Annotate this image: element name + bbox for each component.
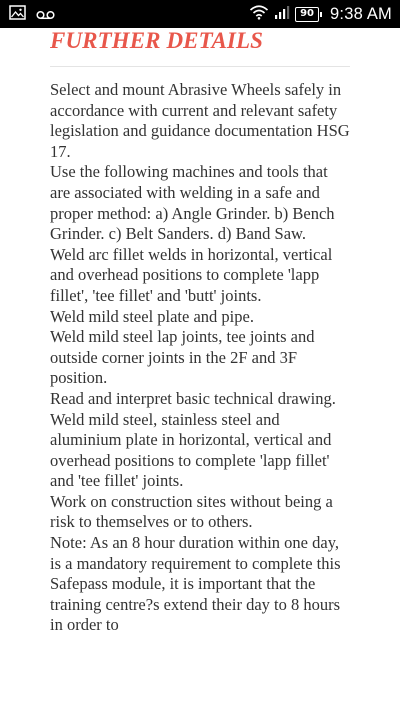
detail-line: Note: As an 8 hour duration within one day, is a mandatory requirement to complete this Safepass module, it is important that the training centre?s extend their day to 8 hours in order to: [50, 533, 341, 635]
battery-level: 90: [300, 8, 314, 19]
signal-icon: [274, 4, 290, 24]
heading-divider: [50, 66, 350, 67]
wifi-icon: [249, 4, 269, 24]
status-bar: [0, 0, 400, 28]
detail-line: Weld mild steel, stainless steel and aluminium plate in horizontal, vertical and overhead positions to complete 'lapp fillet' and 'tee fillet' joints.: [50, 409, 332, 491]
detail-line: Work on construction sites without being a risk to themselves or to others.: [50, 491, 333, 532]
clock: 9:38 AM: [330, 4, 392, 23]
detail-line: Weld mild steel plate and pipe.: [50, 306, 254, 326]
detail-line: Read and interpret basic technical drawing.: [50, 388, 336, 408]
image-notification-icon: [9, 5, 26, 24]
detail-line: Weld arc fillet welds in horizontal, vertical and overhead positions to complete 'lapp fillet', 'tee fillet' and 'butt' joints.: [50, 244, 333, 305]
voicemail-icon: [36, 5, 55, 24]
details-text: [50, 80, 350, 636]
detail-line: Use the following machines and tools that are associated with welding in a safe and proper method: a) Angle Grinder. b) Bench Grinder. c) Belt Sanders. d) Band Saw.: [50, 162, 335, 244]
status-bar-system: [249, 4, 392, 24]
section-heading: FURTHER DETAILS: [50, 28, 264, 53]
status-bar-notifications: [9, 5, 55, 23]
detail-line: Weld mild steel lap joints, tee joints and outside corner joints in the 2F and 3F position.: [50, 327, 315, 388]
detail-line: Select and mount Abrasive Wheels safely in accordance with current and relevant safety legislation and guidance documentation HSG 17.: [50, 80, 350, 161]
battery-icon: [295, 7, 319, 22]
further-details-section: [50, 28, 350, 636]
